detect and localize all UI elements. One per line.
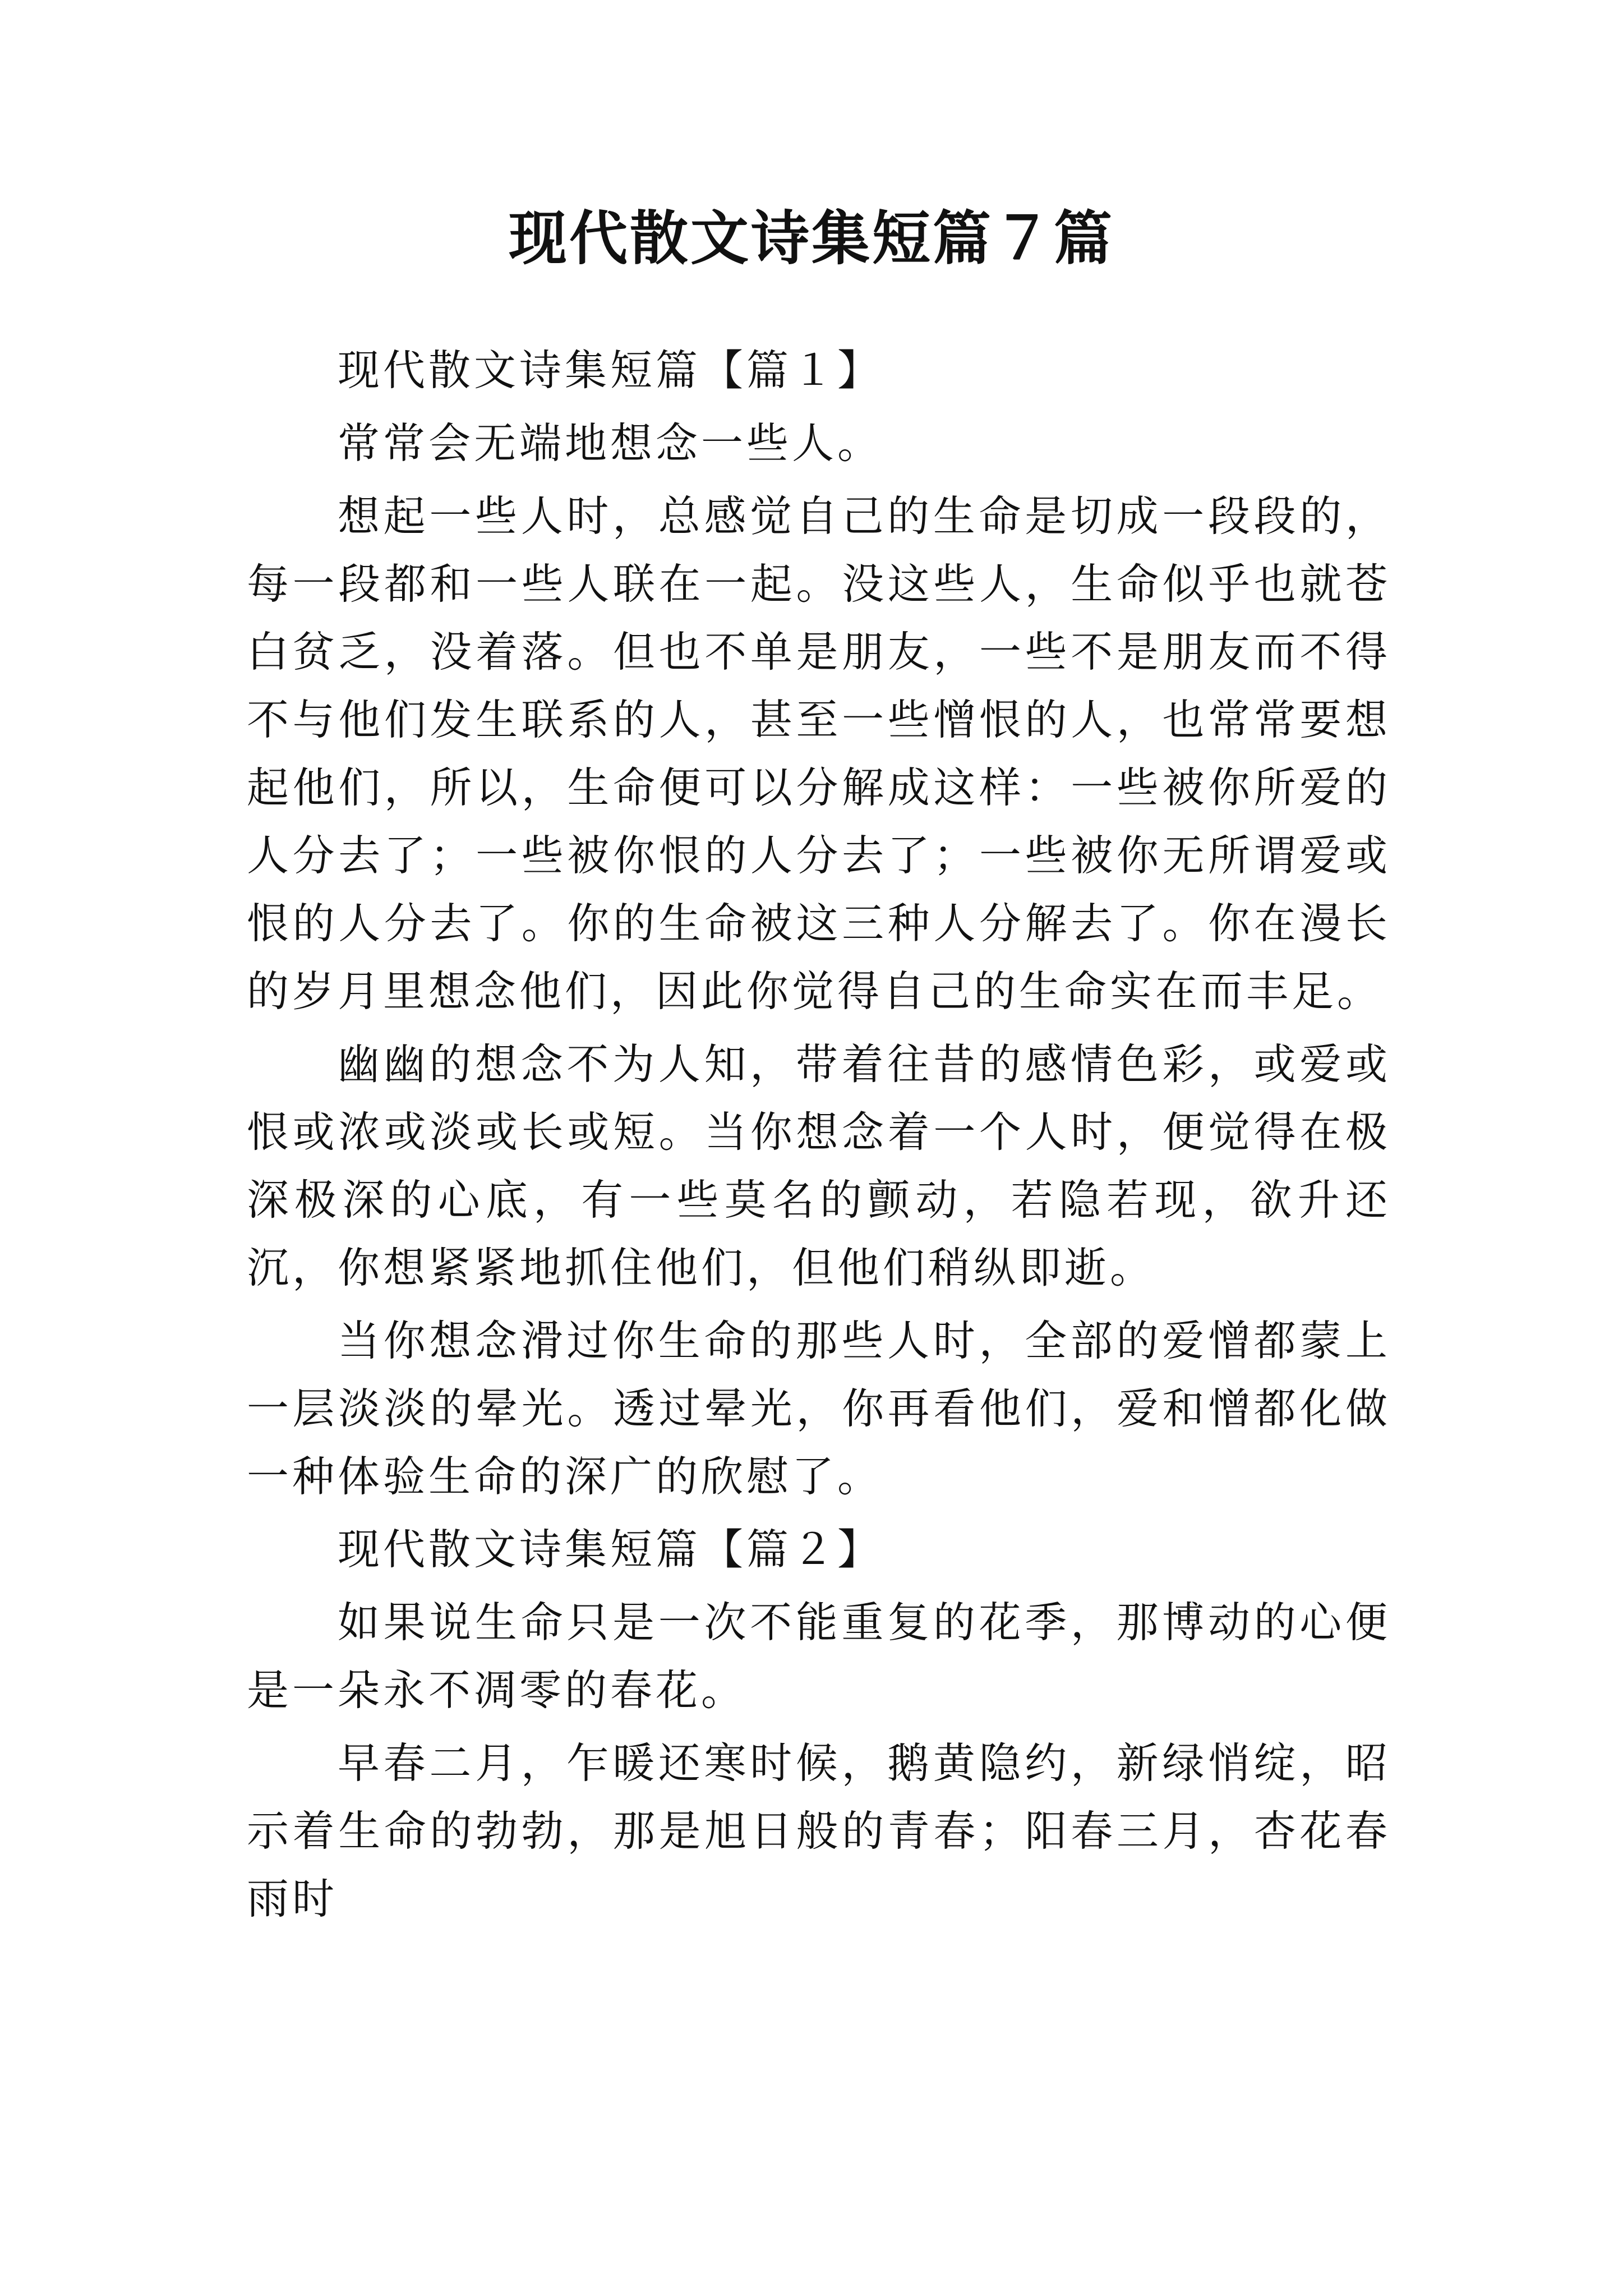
section-heading-2: 现代散文诗集短篇【篇２】 bbox=[338, 1525, 883, 1574]
document-title: 现代散文诗集短篇７篇 bbox=[508, 204, 1114, 273]
section-heading-1: 现代散文诗集短篇【篇１】 bbox=[338, 346, 883, 395]
paragraph: 当你想念滑过你生命的那些人时，全部的爱憎都蒙上一层淡淡的晕光。透过晕光，你再看他们，爱和憎都化做一种体验生命的深广的欣慰了。 bbox=[247, 1316, 1391, 1501]
paragraph: 如果说生命只是一次不能重复的花季，那博动的心便是一朵永不凋零的春花。 bbox=[247, 1598, 1391, 1715]
paragraph: 想起一些人时，总感觉自己的生命是切成一段段的，每一段都和一些人联在一起。没这些人，生命似乎也就苍白贫乏，没着落。但也不单是朋友，一些不是朋友而不得不与他们发生联系的人，甚至一些憎恨的人，也常常要想起他们，所以，生命便可以分解成这样：一些被你所爱的人分去了；一些被你恨的人分去了；一些被你无所谓爱或恨的人分去了。你的生命被这三种人分解去了。你在漫长的岁月里想念他们，因此你觉得自己的生命实在而丰足。 bbox=[247, 491, 1391, 1016]
paragraph: 早春二月，乍暖还寒时候，鹅黄隐约，新绿悄绽，昭示着生命的勃勃，那是旭日般的青春；阳春三月，杏花春雨时 bbox=[247, 1738, 1391, 1924]
document-body bbox=[247, 337, 1391, 1938]
paragraph: 常常会无端地想念一些人。 bbox=[338, 418, 883, 468]
paragraph: 幽幽的想念不为人知，带着往昔的感情色彩，或爱或恨或浓或淡或长或短。当你想念着一个人时，便觉得在极深极深的心底，有一些莫名的颤动，若隐若现，欲升还沉，你想紧紧地抓住他们，但他们稍纵即逝。 bbox=[247, 1039, 1391, 1292]
